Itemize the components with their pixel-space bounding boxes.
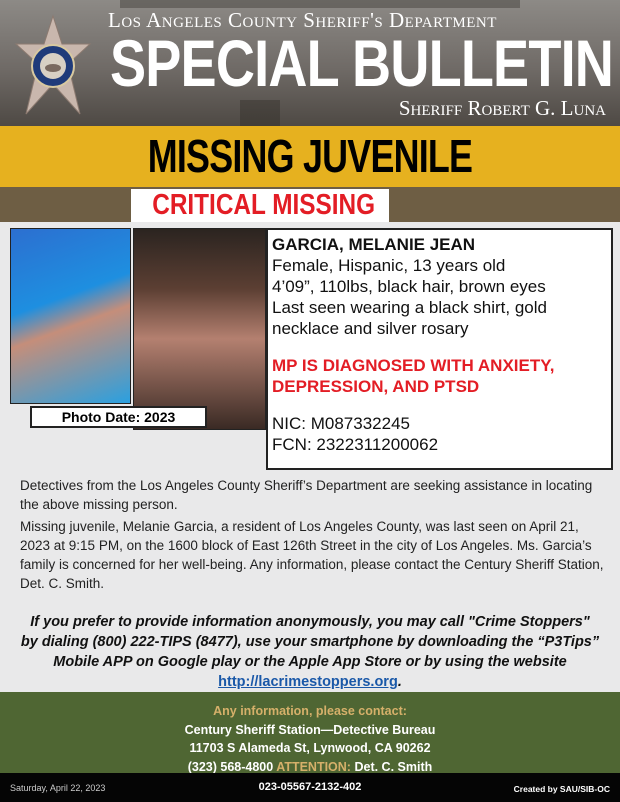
subject-info-box bbox=[266, 228, 613, 470]
bulletin-title: SPECIAL BULLETIN bbox=[110, 26, 614, 100]
attention-name: Det. C. Smith bbox=[354, 759, 433, 774]
link-period: . bbox=[397, 674, 402, 690]
missing-type-banner bbox=[0, 126, 620, 187]
subject-clothing: Last seen wearing a black shirt, gold necklace and silver rosary bbox=[272, 298, 547, 338]
attention-label: ATTENTION: bbox=[276, 759, 351, 774]
department-name: Los Angeles County Sheriff's Department bbox=[108, 8, 497, 32]
crime-stoppers-link[interactable]: http://lacrimestoppers.org bbox=[218, 674, 398, 690]
nic-number: NIC: M087332245 bbox=[272, 414, 410, 433]
contact-address: 11703 S Alameda St, Lynwood, CA 90262 bbox=[189, 741, 431, 755]
contact-phone: (323) 568-4800 bbox=[187, 759, 274, 774]
contact-section bbox=[0, 692, 620, 773]
fcn-number: FCN: 2322311200062 bbox=[272, 435, 439, 454]
footer-date: Saturday, April 22, 2023 bbox=[10, 783, 106, 793]
anonymous-tip-body: If you prefer to provide information anonymously, you may call "Crime Stoppers" by dialing (800) 222-TIPS (8477), use your smartphone by downloading the “P3Tips” Mobile APP on Google play or the Apple App Store or by using the website bbox=[20, 614, 600, 670]
contact-station: Century Sheriff Station—Detective Bureau bbox=[184, 722, 436, 737]
subject-name: GARCIA, MELANIE JEAN bbox=[272, 235, 476, 254]
medical-warning: MP IS DIAGNOSED WITH ANXIETY, DEPRESSION, AND PTSD bbox=[272, 356, 555, 396]
status-badge: CRITICAL MISSING bbox=[152, 189, 376, 221]
subject-photo-2 bbox=[133, 228, 266, 430]
created-by: Created by SAU/SIB-OC bbox=[513, 784, 610, 794]
footer bbox=[0, 773, 620, 802]
sheriff-name: Sheriff Robert G. Luna bbox=[398, 96, 606, 120]
missing-type: MISSING JUVENILE bbox=[147, 130, 473, 182]
subject-demographics: Female, Hispanic, 13 years old bbox=[272, 256, 506, 275]
intro-paragraph: Detectives from the Los Angeles County Sheriff’s Department are seeking assistance in locating the above missing person. bbox=[20, 478, 593, 512]
anonymous-tip-text bbox=[20, 612, 600, 692]
case-number: 023-05567-2132-402 bbox=[258, 781, 362, 793]
header bbox=[0, 0, 620, 126]
photo-date: Photo Date: 2023 bbox=[30, 406, 207, 428]
status-badge-box bbox=[131, 189, 389, 222]
subject-description: 4’09”, 110lbs, black hair, brown eyes bbox=[272, 277, 546, 296]
details-paragraph: Missing juvenile, Melanie Garcia, a resident of Los Angeles County, was last seen on April 21, 2023 at 9:15 PM, on the 1600 block of East 126th Street in the city of Los Angeles. Ms. Garcia’s family is concerned for her well-being. Any information, please contact the Century Sheriff Station, Det. C. Smith. bbox=[20, 519, 604, 591]
contact-heading: Any information, please contact: bbox=[213, 704, 407, 718]
sheriff-badge-icon bbox=[14, 14, 92, 116]
subject-photo-1 bbox=[10, 228, 131, 404]
